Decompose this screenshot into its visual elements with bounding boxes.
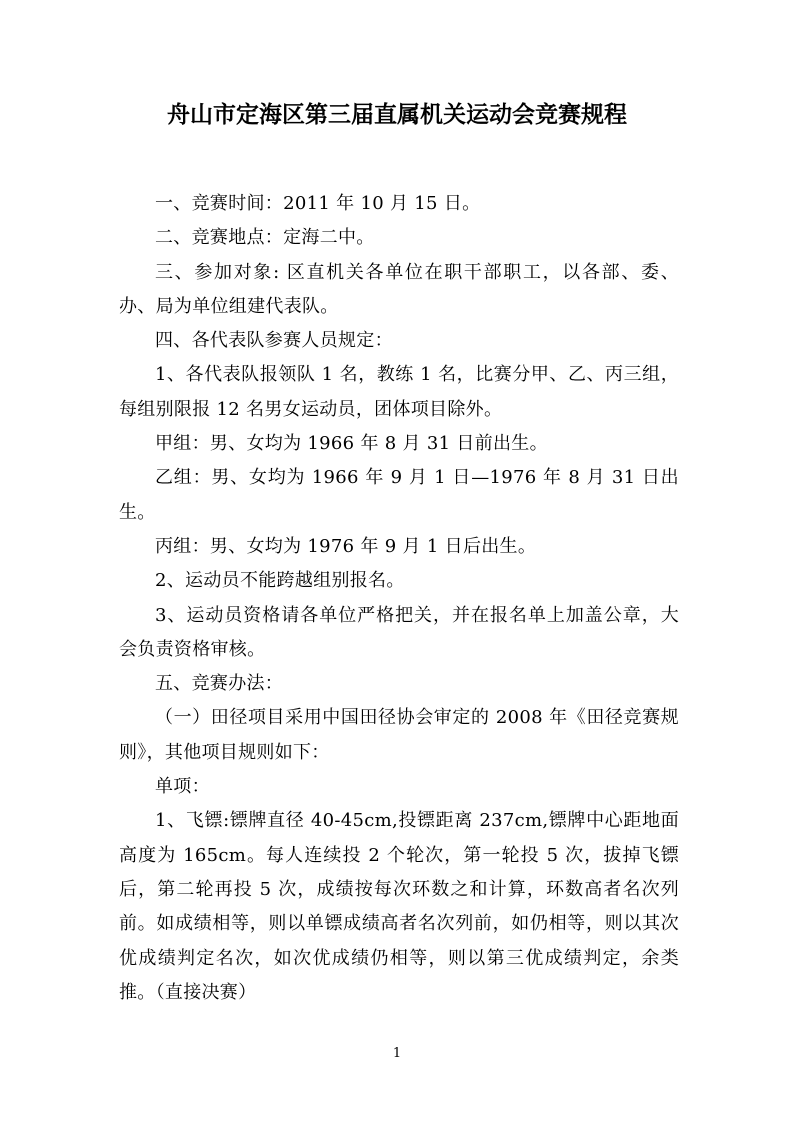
paragraph-eligibility-check: 3、运动员资格请各单位严格把关，并在报名单上加盖公章，大会负责资格审核。 — [119, 604, 679, 660]
paragraph-darts-rules: 1、飞镖:镖牌直径 40-45cm,投镖距离 237cm,镖牌中心距地面高度为 165cm。每人连续投 2 个轮次，第一轮投 5 次，拔掉飞镖后，第二轮再投 5 次，成绩按每次环数之和计算，环数高者名次列前。如成绩相等，则以单镖成绩高者名次列前，如仍相等，则以其次优成绩判定名次，如次优成绩仍相等，则以第三优成绩判定，余类推。（直接决赛） — [119, 810, 680, 1003]
paragraph-competition-time: 一、竞赛时间：2011 年 10 月 15 日。 — [155, 193, 481, 214]
paragraph-group-a: 甲组：男、女均为 1966 年 8 月 31 日前出生。 — [155, 433, 548, 455]
paragraph-team-rules-heading: 四、各代表队参赛人员规定： — [155, 330, 393, 352]
paragraph-competition-venue: 二、竞赛地点：定海二中。 — [155, 227, 375, 249]
page-number: 1 — [392, 1046, 402, 1061]
paragraph-methods-heading: 五、竞赛办法： — [155, 673, 284, 695]
paragraph-group-c: 丙组：男、女均为 1976 年 9 月 1 日后出生。 — [155, 535, 537, 557]
paragraph-athletics-rules: （一）田径项目采用中国田径协会审定的 2008 年《田径竞赛规则》，其他项目规则如下： — [119, 707, 679, 763]
paragraph-participants: 三、参加对象: 区直机关各单位在职干部职工，以各部、委、办、局为单位组建代表队。 — [119, 261, 679, 317]
paragraph-no-cross-group: 2、运动员不能跨越组别报名。 — [155, 570, 405, 592]
document-body — [119, 187, 679, 1010]
paragraph-group-b: 乙组：男、女均为 1966 年 9 月 1 日—1976 年 8 月 31 日出生。 — [119, 467, 679, 523]
document-title: 舟山市定海区第三届直属机关运动会竞赛规程 — [167, 101, 627, 128]
paragraph-individual-events: 单项： — [155, 776, 210, 798]
paragraph-team-composition: 1、各代表队报领队 1 名，教练 1 名，比赛分甲、乙、丙三组，每组别限报 12 名男女运动员，团体项目除外。 — [119, 364, 679, 420]
